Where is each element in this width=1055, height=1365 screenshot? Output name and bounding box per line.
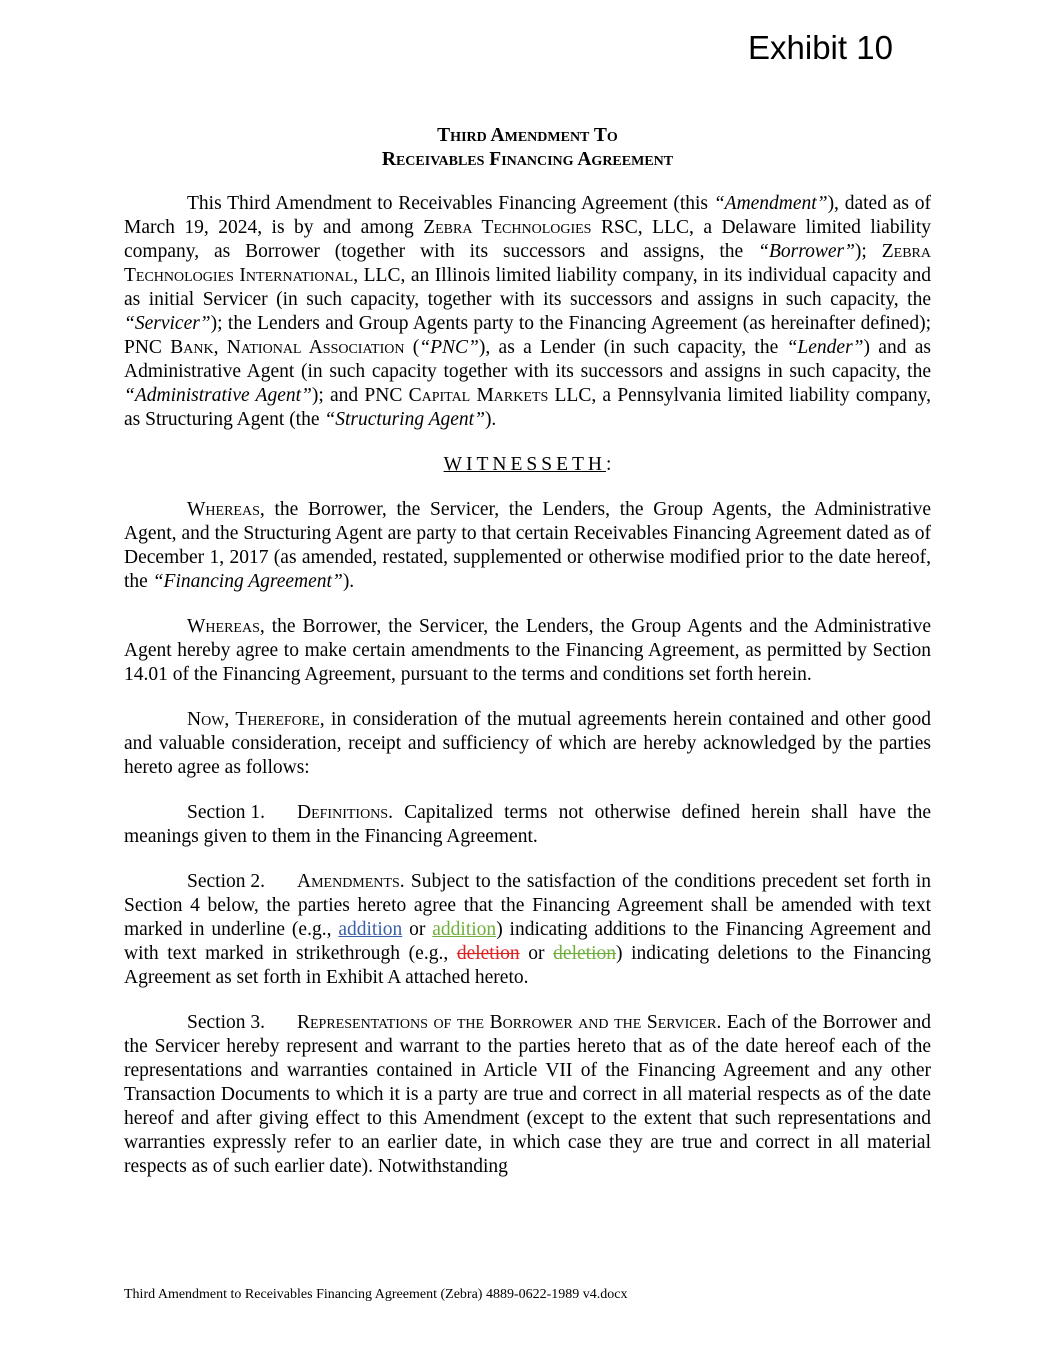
section-1-paragraph: Section 1. Definitions. Capitalized terms not otherwise defined herein shall have the meanings given to them in the Financing Agreement.: [124, 802, 931, 847]
document-footer: Third Amendment to Receivables Financing Agreement (Zebra) 4889-0622-1989 v4.docx: [124, 1287, 628, 1302]
defined-term-financing-agreement: “Financing Agreement”: [152, 571, 343, 592]
section-1-heading: Definitions: [297, 802, 389, 823]
defined-term-amendment: “Amendment”: [713, 193, 828, 214]
whereas-paragraph-1: Whereas, the Borrower, the Servicer, the Lenders, the Group Agents, the Administrative Agent, and the Structuring Agent are party to that certain Receivables Financing Agreement dated as of December 1, 2017 (as amended, restated, supplemented or otherwise modified prior to the date hereof, the “Financing Agreement”).: [124, 499, 931, 592]
defined-term-structuring-agent: “Structuring Agent”: [324, 409, 485, 430]
section-2-number: Section 2.: [187, 871, 265, 892]
defined-term-borrower: “Borrower”: [758, 241, 855, 262]
witnesseth-heading: WITNESSETH:: [443, 454, 612, 475]
document-title-line-2: Receivables Financing Agreement: [381, 149, 674, 170]
party-pnc-bank: Bank, National Association: [170, 337, 405, 358]
section-3-heading: Representations of the Borrower and the Servicer: [297, 1012, 717, 1033]
example-addition-blue: addition: [338, 919, 403, 940]
defined-term-lender: “Lender”: [786, 337, 864, 358]
document-body: [124, 124, 931, 1179]
defined-term-administrative-agent: “Administrative Agent”: [124, 385, 312, 406]
now-therefore-paragraph: Now, Therefore, in consideration of the mutual agreements herein contained and other good and valuable consideration, receipt and sufficiency of which are hereby acknowledged by the parties hereto agree as follows:: [124, 709, 931, 778]
party-zebra-technologies: Zebra Technologies: [423, 217, 592, 238]
party-pnc-capital-markets: Capital Markets: [408, 385, 549, 406]
section-3-paragraph: Section 3. Representations of the Borrower and the Servicer. Each of the Borrower and the Servicer hereby represent and warrant to the parties hereto that as of the date hereof each of the representations and warranties contained in Article VII of the Financing Agreement and any other Transaction Documents to which it is a party are true and correct in all material respects as of the date hereof and after giving effect to this Amendment (except to the extent that such representations and warranties expressly refer to an earlier date, in which case they are true and correct in all material respects as of such earlier date). Notwithstanding: [124, 1012, 932, 1177]
section-1-number: Section 1.: [187, 802, 265, 823]
example-deletion-red: deletion: [456, 943, 520, 964]
defined-term-pnc: “PNC”: [419, 337, 479, 358]
section-2-heading: Amendments: [297, 871, 400, 892]
whereas-paragraph-2: Whereas, the Borrower, the Servicer, the Lenders, the Group Agents and the Administrative Agent hereby agree to make certain amendments to the Financing Agreement, as permitted by Section 14.01 of the Financing Agreement, pursuant to the terms and conditions set forth herein.: [124, 616, 931, 685]
section-2-paragraph: Section 2. Amendments. Subject to the satisfaction of the conditions precedent set forth in Section 4 below, the parties hereto agree that the Financing Agreement shall be amended with text marked in underline (e.g., addition or addition) indicating additions to the Financing Agreement and with text marked in strikethrough (e.g., deletion or deletion) indicating deletions to the Financing Agreement as set forth in Exhibit A attached hereto.: [124, 871, 932, 988]
example-addition-green: addition: [432, 919, 497, 940]
defined-term-servicer: “Servicer”: [124, 313, 211, 334]
party-zebra-international: Zebra Technologies International: [124, 241, 931, 286]
section-3-number: Section 3.: [187, 1012, 265, 1033]
preamble-paragraph: This Third Amendment to Receivables Financing Agreement (this “Amendment”), dated as of March 19, 2024, is by and among Zebra Technologies RSC, LLC, a Delaware limited liability company, as Borrower (together with its successors and assigns, the “Borrower”); Zebra Technologies International, LLC, an Illinois limited liability company, in its individual capacity and as initial Servicer (in such capacity, together with its successors and assigns in such capacity, the “Servicer”); the Lenders and Group Agents party to the Financing Agreement (as hereinafter defined); PNC Bank, National Association (“PNC”), as a Lender (in such capacity, the “Lender”) and as Administrative Agent (in such capacity together with its successors and assigns in such capacity, the “Administrative Agent”); and PNC Capital Markets LLC, a Pennsylvania limited liability company, as Structuring Agent (the “Structuring Agent”).: [124, 193, 932, 430]
example-deletion-green: deletion: [553, 943, 616, 964]
document-title-line-1: Third Amendment To: [437, 125, 618, 146]
exhibit-label: Exhibit 10: [748, 29, 893, 66]
